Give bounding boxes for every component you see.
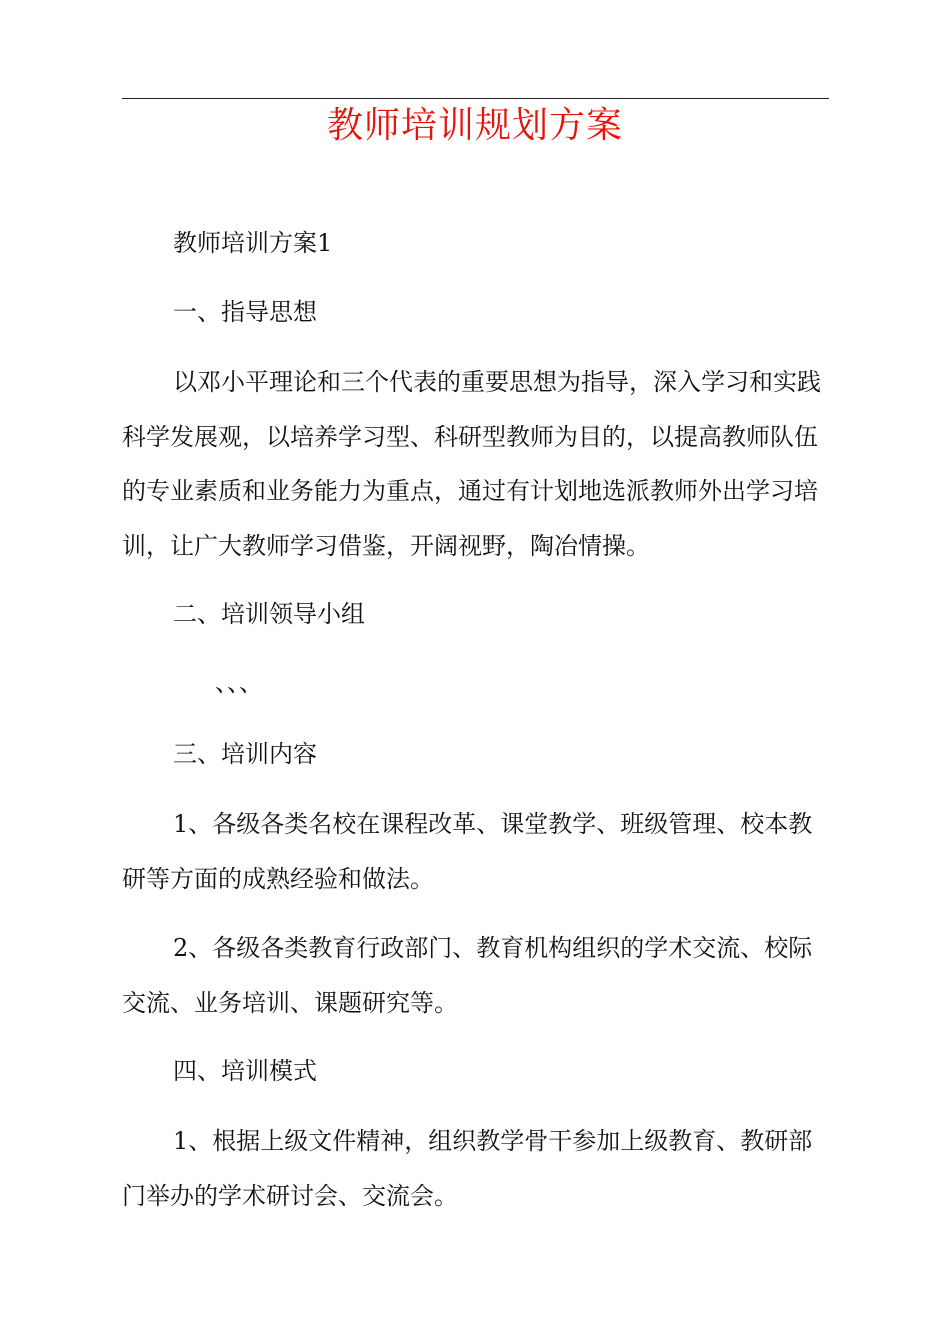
section-heading-plan-1: 教师培训方案1 bbox=[173, 229, 333, 257]
header-rule bbox=[122, 98, 829, 99]
section-heading-training-content: 三、培训内容 bbox=[173, 740, 317, 768]
paragraph-leadership-members: 、、、 bbox=[215, 669, 263, 697]
document-title: 教师培训规划方案 bbox=[326, 105, 623, 146]
section-heading-training-mode: 四、培训模式 bbox=[173, 1057, 317, 1085]
section-heading-leadership-group: 二、培训领导小组 bbox=[173, 600, 365, 628]
paragraph-content-item-1: 1、各级各类名校在课程改革、课堂教学、班级管理、校本教研等方面的成熟经验和做法。 bbox=[122, 810, 813, 893]
paragraph-content-item-2: 2、各级各类教育行政部门、教育机构组织的学术交流、校际交流、业务培训、课题研究等。 bbox=[122, 934, 813, 1017]
paragraph-mode-item-1: 1、根据上级文件精神，组织教学骨干参加上级教育、教研部门举办的学术研讨会、交流会。 bbox=[122, 1127, 813, 1210]
section-heading-guiding-ideology: 一、指导思想 bbox=[173, 298, 317, 326]
paragraph-guiding-ideology: 以邓小平理论和三个代表的重要思想为指导，深入学习和实践科学发展观，以培养学习型、科研型教师为目的，以提高教师队伍的专业素质和业务能力为重点，通过有计划地选派教师外出学习培训，让广大教师学习借鉴，开阔视野，陶冶情操。 bbox=[122, 368, 821, 560]
